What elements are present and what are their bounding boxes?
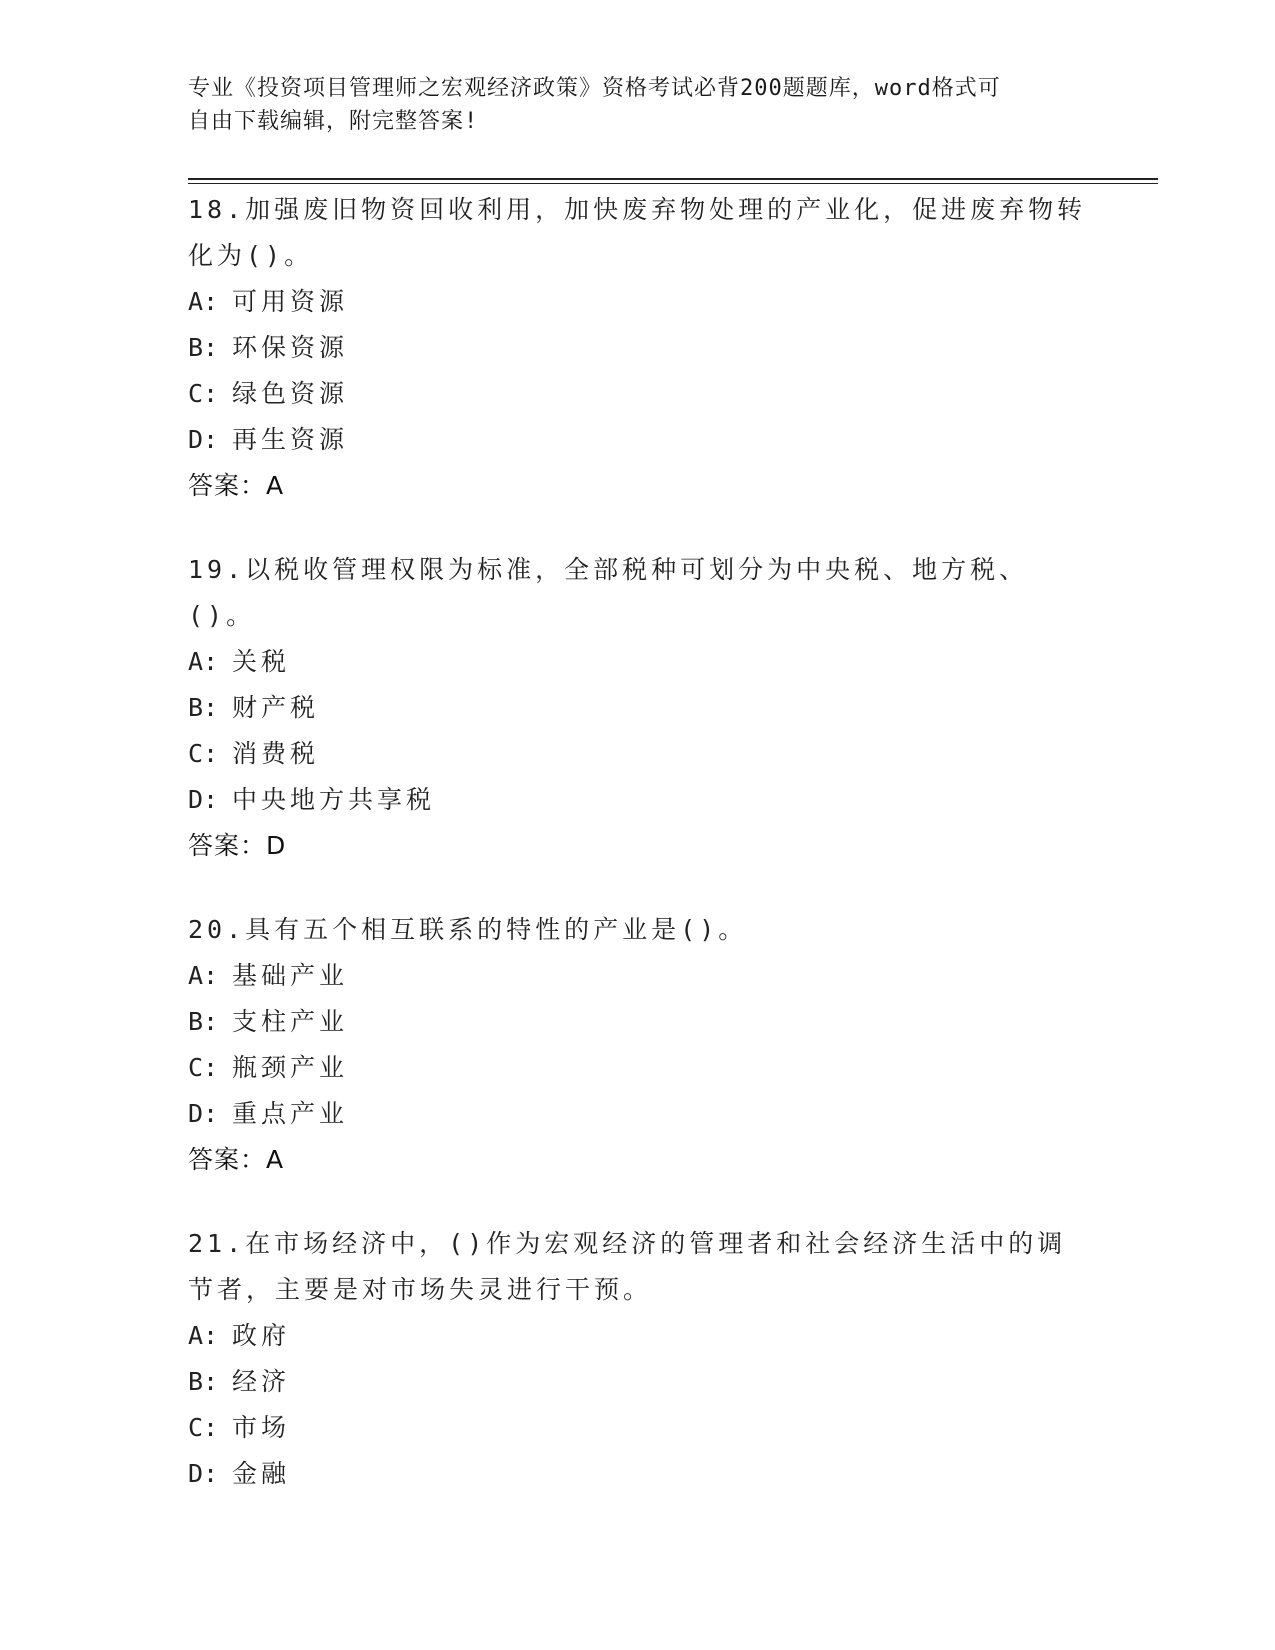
answer-line: 答案：D [188, 831, 287, 860]
header-divider-thick [188, 178, 1158, 180]
option-a [188, 639, 1088, 685]
option-text: 中央地方共享税 [232, 785, 436, 814]
option-key: C: [188, 1053, 219, 1082]
question-list [188, 187, 1088, 1535]
answer-line: 答案：A [188, 1145, 285, 1174]
option-a [188, 1313, 1088, 1359]
option-text: 消费税 [232, 739, 320, 768]
option-key: D: [188, 1099, 219, 1128]
question-stem: 19.以税收管理权限为标准，全部税种可划分为中央税、地方税、()。 [188, 555, 1029, 630]
option-key: B: [188, 693, 219, 722]
option-d [188, 417, 1088, 463]
option-c [188, 1045, 1088, 1091]
header-line-1: 专业《投资项目管理师之宏观经济政策》资格考试必背200题题库，word格式可 [188, 76, 1001, 101]
question-20 [188, 907, 1088, 1183]
option-b [188, 1359, 1088, 1405]
option-text: 环保资源 [232, 333, 349, 362]
option-key: A: [188, 287, 219, 316]
option-a [188, 279, 1088, 325]
question-21 [188, 1221, 1088, 1497]
option-key: D: [188, 1459, 219, 1488]
option-text: 金融 [232, 1459, 291, 1488]
option-b [188, 325, 1088, 371]
option-text: 关税 [232, 647, 291, 676]
question-18 [188, 187, 1088, 509]
option-text: 财产税 [232, 693, 320, 722]
option-key: D: [188, 425, 219, 454]
option-c [188, 731, 1088, 777]
option-c [188, 371, 1088, 417]
question-stem: 18.加强废旧物资回收利用，加快废弃物处理的产业化，促进废弃物转化为()。 [188, 195, 1087, 270]
option-d [188, 1091, 1088, 1137]
option-key: C: [188, 1413, 219, 1442]
option-text: 瓶颈产业 [232, 1053, 349, 1082]
question-stem: 21.在市场经济中，()作为宏观经济的管理者和社会经济生活中的调节者，主要是对市场失灵进行干预。 [188, 1229, 1067, 1304]
option-text: 支柱产业 [232, 1007, 349, 1036]
option-key: C: [188, 379, 219, 408]
option-key: A: [188, 961, 219, 990]
document-header [188, 72, 1088, 138]
option-text: 基础产业 [232, 961, 349, 990]
option-text: 可用资源 [232, 287, 349, 316]
option-text: 政府 [232, 1321, 291, 1350]
option-b [188, 685, 1088, 731]
option-d [188, 777, 1088, 823]
option-text: 重点产业 [232, 1099, 349, 1128]
option-key: B: [188, 1007, 219, 1036]
option-key: B: [188, 333, 219, 362]
option-text: 经济 [232, 1367, 291, 1396]
answer-line: 答案：A [188, 471, 285, 500]
question-19 [188, 547, 1088, 869]
question-stem: 20.具有五个相互联系的特性的产业是()。 [188, 915, 748, 944]
option-key: A: [188, 647, 219, 676]
option-key: B: [188, 1367, 219, 1396]
option-key: C: [188, 739, 219, 768]
option-a [188, 953, 1088, 999]
option-c [188, 1405, 1088, 1451]
option-text: 市场 [232, 1413, 291, 1442]
option-b [188, 999, 1088, 1045]
option-d [188, 1451, 1088, 1497]
option-key: A: [188, 1321, 219, 1350]
option-key: D: [188, 785, 219, 814]
header-line-2: 自由下载编辑，附完整答案! [188, 109, 479, 134]
header-divider-thin [188, 183, 1158, 184]
option-text: 再生资源 [232, 425, 349, 454]
option-text: 绿色资源 [232, 379, 349, 408]
